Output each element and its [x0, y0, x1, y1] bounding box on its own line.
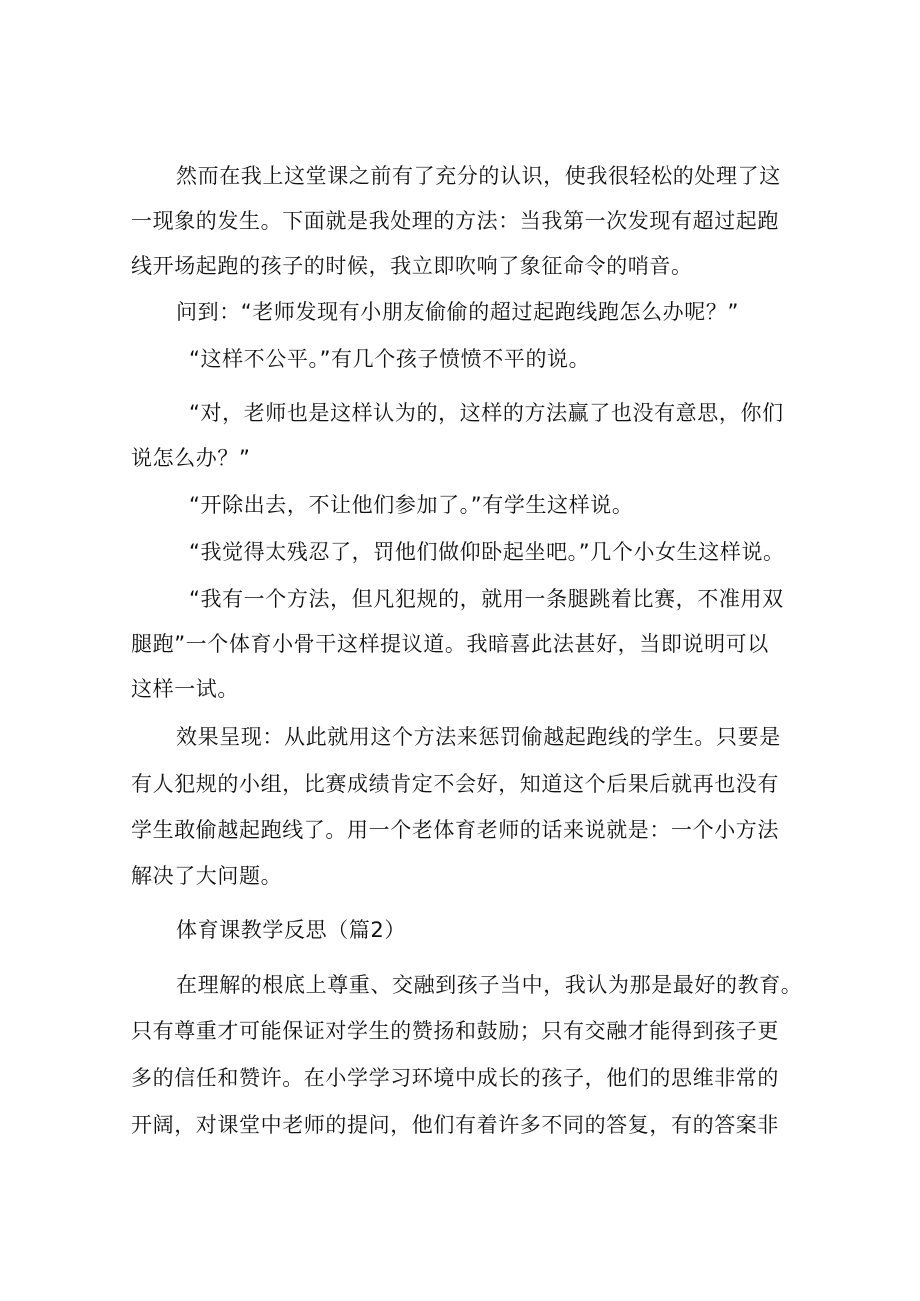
text-line: 效果呈现：从此就用这个方法来惩罚偷越起跑线的学生。只要是 — [176, 725, 781, 749]
text-line: 在理解的根底上尊重、交融到孩子当中，我认为那是最好的教育。 — [176, 973, 803, 997]
text-line: “开除出去，不让他们参加了。”有学生这样说。 — [189, 493, 634, 517]
text-line: 开阔，对课堂中老师的提问，他们有着许多不同的答复，有的答案非 — [131, 1113, 779, 1137]
text-line: 学生敢偷越起跑线了。用一个老体育老师的话来说就是：一个小方法 — [131, 818, 779, 842]
text-line: 腿跑”一个体育小骨干这样提议道。我暗喜此法甚好，当即说明可以 — [131, 632, 769, 656]
text-line: 多的信任和赞许。在小学学习环境中成长的孩子，他们的思维非常的 — [131, 1066, 779, 1090]
text-line: 说怎么办？” — [131, 446, 251, 470]
text-line: “这样不公平。”有几个孩子愤愤不平的说。 — [189, 347, 591, 371]
text-line: 这样一试。 — [131, 677, 239, 701]
text-line: 有人犯规的小组，比赛成绩肯定不会好，知道这个后果后就再也没有 — [131, 772, 779, 796]
text-line: 解决了大问题。 — [131, 864, 283, 888]
text-line: 线开场起跑的孩子的时候，我立即吹响了象征命令的哨音。 — [131, 254, 693, 278]
section-heading: 体育课教学反思（篇2） — [176, 918, 406, 942]
text-line: “对，老师也是这样认为的，这样的方法赢了也没有意思，你们 — [189, 401, 784, 425]
text-line: “我有一个方法，但凡犯规的，就用一条腿跳着比赛，不准用双 — [189, 587, 784, 611]
text-line: 一现象的发生。下面就是我处理的方法：当我第一次发现有超过起跑 — [131, 209, 779, 233]
text-line: 只有尊重才可能保证对学生的赞扬和鼓励；只有交融才能得到孩子更 — [131, 1019, 779, 1043]
text-line: 问到：“老师发现有小朋友偷偷的超过起跑线跑怎么办呢？” — [176, 300, 739, 324]
text-line: “我觉得太残忍了，罚他们做仰卧起坐吧。”几个小女生这样说。 — [189, 540, 785, 564]
text-line: 然而在我上这堂课之前有了充分的认识，使我很轻松的处理了这 — [176, 164, 781, 188]
